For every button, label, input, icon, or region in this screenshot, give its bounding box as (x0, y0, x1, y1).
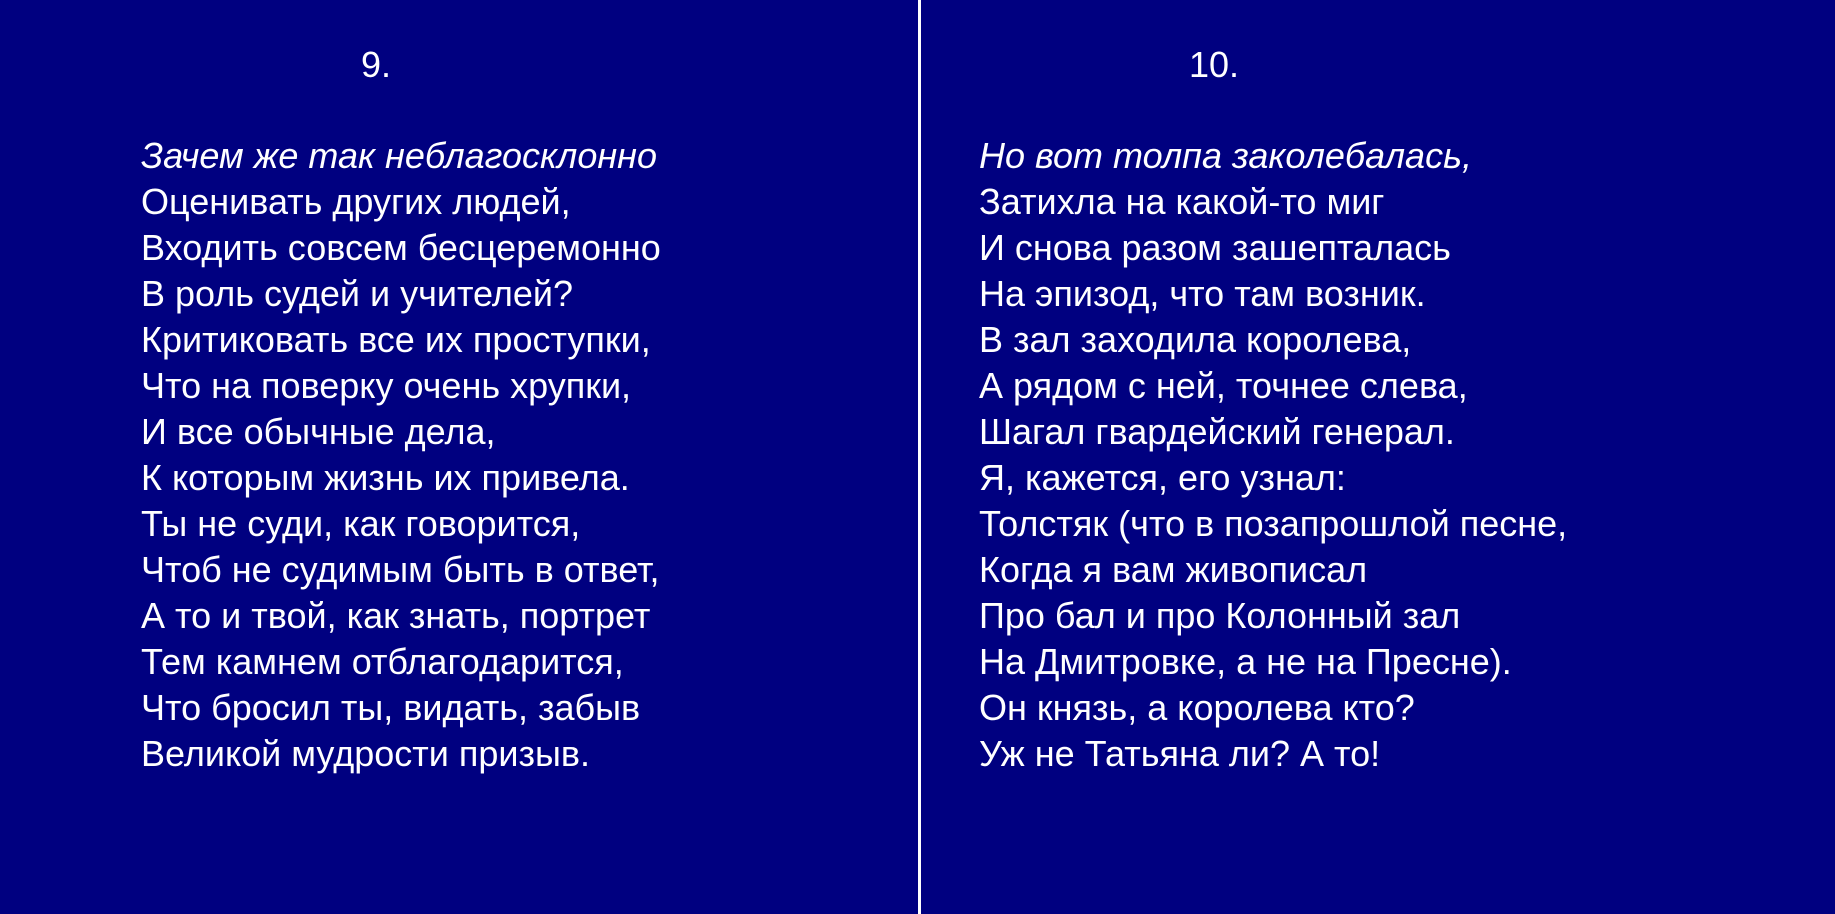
verse-line: В зал заходила королева, (979, 319, 1412, 360)
verse-line: Шагал гвардейский генерал. (979, 411, 1455, 452)
verse-line: Тем камнем отблагодарится, (141, 641, 624, 682)
verse-line: Толстяк (что в позапрошлой песне, (979, 503, 1568, 544)
stanza-number: 10. (1189, 44, 1240, 85)
verse-line: Он князь, а королева кто? (979, 687, 1415, 728)
verse-line: Уж не Татьяна ли? А то! (979, 733, 1381, 774)
stanza-text (141, 133, 661, 777)
verse-line: К которым жизнь их привела. (141, 457, 630, 498)
stanza-text (979, 133, 1567, 777)
verse-line: И все обычные дела, (141, 411, 496, 452)
verse-line: Входить совсем бесцеремонно (141, 227, 661, 268)
verse-line: Великой мудрости призыв. (141, 733, 590, 774)
verse-line: Что на поверку очень хрупки, (141, 365, 632, 406)
stanza-panel-10 (921, 0, 1835, 914)
verse-line: Я, кажется, его узнал: (979, 457, 1346, 498)
verse-line: А рядом с ней, точнее слева, (979, 365, 1468, 406)
verse-line: Оценивать других людей, (141, 181, 571, 222)
verse-line: На эпизод, что там возник. (979, 273, 1426, 314)
verse-line: А то и твой, как знать, портрет (141, 595, 651, 636)
verse-line: Что бросил ты, видать, забыв (141, 687, 641, 728)
verse-line: Критиковать все их проступки, (141, 319, 651, 360)
verse-line: Чтоб не судимым быть в ответ, (141, 549, 660, 590)
verse-line: И снова разом зашепталась (979, 227, 1451, 268)
verse-line: Затихла на какой-то миг (979, 181, 1385, 222)
verse-line: Про бал и про Колонный зал (979, 595, 1461, 636)
verse-line: Когда я вам живописал (979, 549, 1368, 590)
verse-line: Зачем же так неблагосклонно (141, 135, 657, 176)
verse-line: На Дмитровке, а не на Пресне). (979, 641, 1512, 682)
verse-line: Ты не суди, как говорится, (141, 503, 581, 544)
stanza-number: 9. (361, 44, 392, 85)
verse-line: Но вот толпа заколебалась, (979, 135, 1473, 176)
verse-line: В роль судей и учителей? (141, 273, 574, 314)
